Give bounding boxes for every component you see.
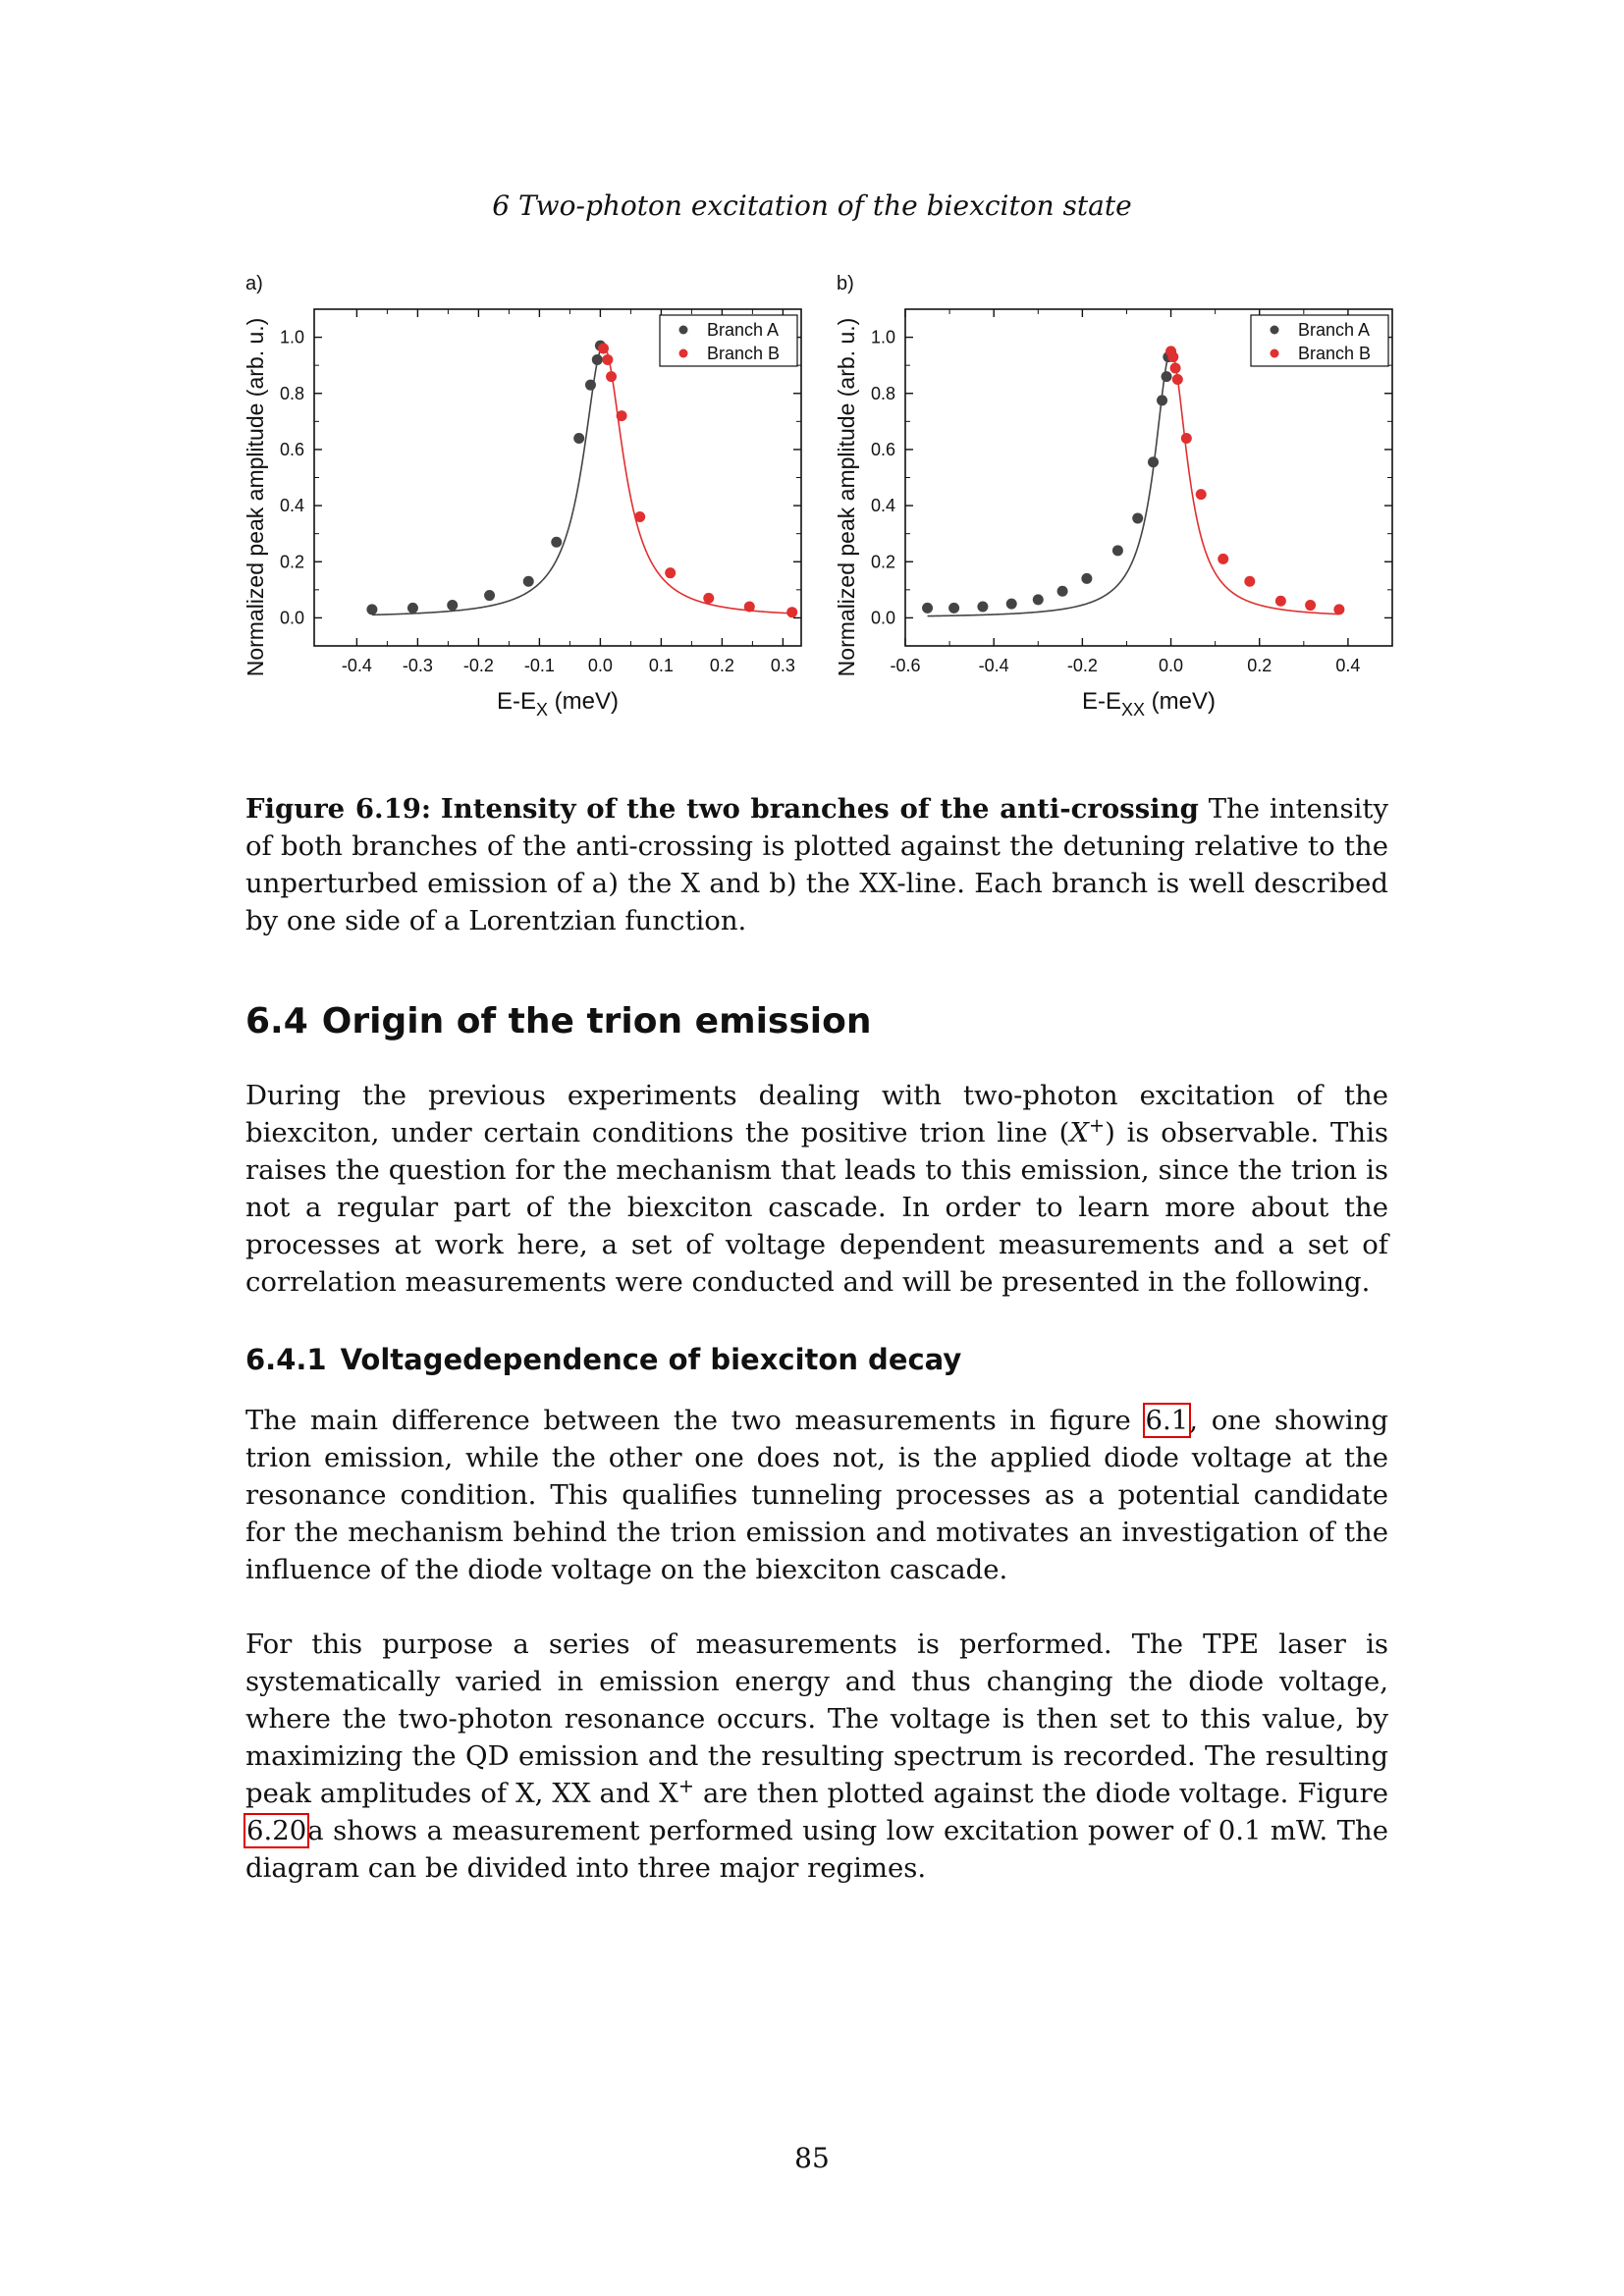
- chart-panel-b: [834, 273, 1392, 720]
- data-point-branch-b: [1218, 554, 1228, 564]
- trion-superscript: +: [1088, 1113, 1106, 1137]
- data-point-branch-b: [1196, 489, 1207, 500]
- y-tick-label: 0.6: [279, 439, 304, 459]
- y-tick-label: 0.2: [870, 552, 895, 572]
- section-heading: [245, 1001, 872, 1041]
- data-point-branch-a: [523, 576, 534, 587]
- data-point-branch-a: [1033, 594, 1044, 605]
- y-tick-label: 0.8: [279, 383, 304, 403]
- data-point-branch-a: [447, 600, 458, 611]
- figure-6-20-link[interactable]: 6.20: [246, 1815, 307, 1846]
- data-point-branch-b: [1305, 600, 1316, 611]
- data-point-branch-b: [1275, 596, 1286, 607]
- data-point-branch-b: [1333, 604, 1344, 614]
- legend-marker: [1271, 349, 1279, 358]
- y-tick-label: 0.4: [279, 496, 304, 516]
- legend-label: Branch A: [707, 320, 780, 340]
- y-tick-label: 0.6: [870, 439, 895, 459]
- subsection-title: Voltagedependence of biexciton decay: [340, 1343, 962, 1376]
- data-point-branch-a: [977, 601, 988, 612]
- caption-label: Figure 6.19:: [245, 793, 432, 825]
- data-point-branch-b: [1244, 576, 1255, 587]
- x-tick-label: -0.6: [890, 656, 921, 675]
- para3-text-a: For this purpose a series of measurements is performed. The TPE laser is systematically varied in emission energy and thus changing the diode voltage, where the two-photon resonance occurs. The voltage is then set to this value, by maximizing the QD emission and the resulting spectrum is recorded. The resulting peak amplitudes of X, XX and X: [245, 1629, 1388, 1809]
- data-point-branch-b: [1167, 351, 1178, 362]
- y-tick-label: 1.0: [279, 327, 304, 347]
- data-point-branch-a: [922, 603, 933, 614]
- data-point-branch-b: [786, 607, 797, 617]
- paragraph-measurement: [245, 1626, 1388, 1887]
- x-tick-label: 0.0: [1159, 656, 1184, 675]
- data-point-branch-a: [592, 354, 603, 365]
- x-tick-label: -0.4: [341, 656, 372, 675]
- data-point-branch-b: [602, 354, 613, 365]
- legend-label: Branch B: [1298, 344, 1372, 363]
- fit-curve-branch-a: [928, 351, 1171, 616]
- subsection-heading: [245, 1343, 961, 1376]
- data-point-branch-a: [366, 604, 377, 614]
- data-point-branch-a: [1132, 512, 1143, 523]
- data-point-branch-b: [1172, 374, 1183, 385]
- data-point-branch-a: [484, 590, 495, 601]
- x-tick-label: 0.4: [1335, 656, 1361, 675]
- legend-marker: [1271, 326, 1279, 335]
- data-point-branch-a: [573, 433, 584, 444]
- para2-text-b: , one showing trion emission, while the other one does not, is the applied diode voltage at the resonance condition. This qualifies tunneling processes as a potential candidate for the mechanism behind the trion emission and motivates an investigation of the influence of the diode voltage on the biexciton cascade.: [245, 1405, 1389, 1585]
- fit-curve-branch-b: [1171, 351, 1339, 614]
- x-tick-label: -0.2: [462, 656, 494, 675]
- y-axis-label: Normalized peak amplitude (arb. u.): [834, 317, 859, 677]
- fit-curve-branch-b: [604, 346, 792, 614]
- data-point-branch-a: [1112, 545, 1123, 556]
- legend-label: Branch B: [707, 344, 781, 363]
- x-tick-label: 0.2: [709, 656, 734, 675]
- y-tick-label: 0.8: [870, 383, 895, 403]
- data-point-branch-b: [1181, 433, 1192, 444]
- x-tick-label: -0.3: [402, 656, 433, 675]
- y-tick-label: 0.4: [870, 496, 895, 516]
- x-tick-label: -0.1: [523, 656, 555, 675]
- x-tick-label: 0.2: [1247, 656, 1272, 675]
- x-tick-label: 0.3: [770, 656, 795, 675]
- y-tick-label: 1.0: [870, 327, 895, 347]
- data-point-branch-b: [598, 344, 609, 354]
- page-number: 85: [794, 2142, 830, 2174]
- section-number: 6.4: [245, 1001, 308, 1041]
- x-tick-label: -0.2: [1066, 656, 1098, 675]
- data-point-branch-b: [634, 511, 645, 522]
- data-point-branch-a: [1157, 395, 1167, 405]
- section-title: Origin of the trion emission: [321, 1001, 872, 1041]
- para2-text-a: The main difference between the two measurements in figure: [245, 1405, 1145, 1436]
- data-point-branch-a: [551, 537, 562, 548]
- legend-marker: [679, 326, 688, 335]
- x-tick-label: 0.1: [648, 656, 674, 675]
- fit-curve-branch-a: [372, 346, 604, 614]
- para1-text-b: ) is observable. This raises the question for the mechanism that leads to this emission, since the trion is not a regular part of the biexciton cascade. In order to learn more about the processes at work here, a set of voltage dependent measurements and a set of correlation measurements were conducted and will be presented in the following.: [245, 1117, 1388, 1298]
- y-tick-label: 0.0: [279, 608, 304, 628]
- caption-text: The intensity of both branches of the anti-crossing is plotted against the detuning relative to the unperturbed emission of a) the X and b) the XX-line. Each branch is well described by one side of a Lorentzian function.: [245, 793, 1388, 936]
- figure-6-19: [226, 260, 1404, 790]
- trion-symbol: X: [1069, 1117, 1089, 1148]
- x-axis-label: $E-E_{XX}$ (meV): [1081, 688, 1217, 720]
- data-point-branch-a: [1148, 456, 1159, 467]
- legend-marker: [679, 349, 688, 358]
- data-point-branch-a: [407, 603, 418, 614]
- y-axis-label: Normalized peak amplitude (arb. u.): [243, 317, 268, 677]
- data-point-branch-a: [948, 603, 959, 614]
- data-point-branch-a: [1162, 371, 1172, 382]
- chart-panel-a: [243, 273, 801, 720]
- paragraph-voltage: [245, 1402, 1388, 1588]
- para1-text-a: During the previous experiments dealing with two-photon excitation of the biexciton, under certain conditions the positive trion line (: [245, 1080, 1388, 1148]
- y-tick-label: 0.0: [870, 608, 895, 628]
- data-point-branch-b: [703, 593, 714, 604]
- figure-6-1-link[interactable]: 6.1: [1145, 1405, 1189, 1436]
- data-point-branch-a: [1081, 573, 1092, 584]
- y-tick-label: 0.2: [279, 552, 304, 572]
- data-point-branch-a: [585, 380, 596, 391]
- panel-label: b): [837, 273, 854, 294]
- x-plus-superscript: +: [677, 1774, 694, 1797]
- data-point-branch-a: [1057, 586, 1068, 597]
- x-tick-label: 0.0: [587, 656, 613, 675]
- figure-svg: [226, 260, 1404, 790]
- paragraph-intro: [245, 1077, 1388, 1301]
- data-point-branch-b: [665, 567, 676, 578]
- data-point-branch-a: [1006, 599, 1017, 610]
- para3-text-b: are then plotted against the diode voltage. Figure: [694, 1778, 1388, 1809]
- data-point-branch-b: [1170, 363, 1181, 374]
- x-tick-label: -0.4: [978, 656, 1009, 675]
- data-point-branch-b: [617, 410, 627, 421]
- x-axis-label: $E-E_X$ (meV): [496, 688, 620, 720]
- subsection-number: 6.4.1: [245, 1343, 327, 1376]
- legend-label: Branch A: [1298, 320, 1371, 340]
- figure-caption: [245, 790, 1388, 939]
- running-header: 6 Two-photon excitation of the biexciton state: [492, 189, 1132, 222]
- para3-text-c: a shows a measurement performed using low excitation power of 0.1 mW. The diagram can be divided into three major regimes.: [245, 1815, 1388, 1884]
- caption-title: Intensity of the two branches of the anti-crossing: [440, 793, 1199, 825]
- data-point-branch-b: [744, 601, 755, 612]
- data-point-branch-b: [606, 371, 617, 382]
- panel-label: a): [245, 273, 263, 294]
